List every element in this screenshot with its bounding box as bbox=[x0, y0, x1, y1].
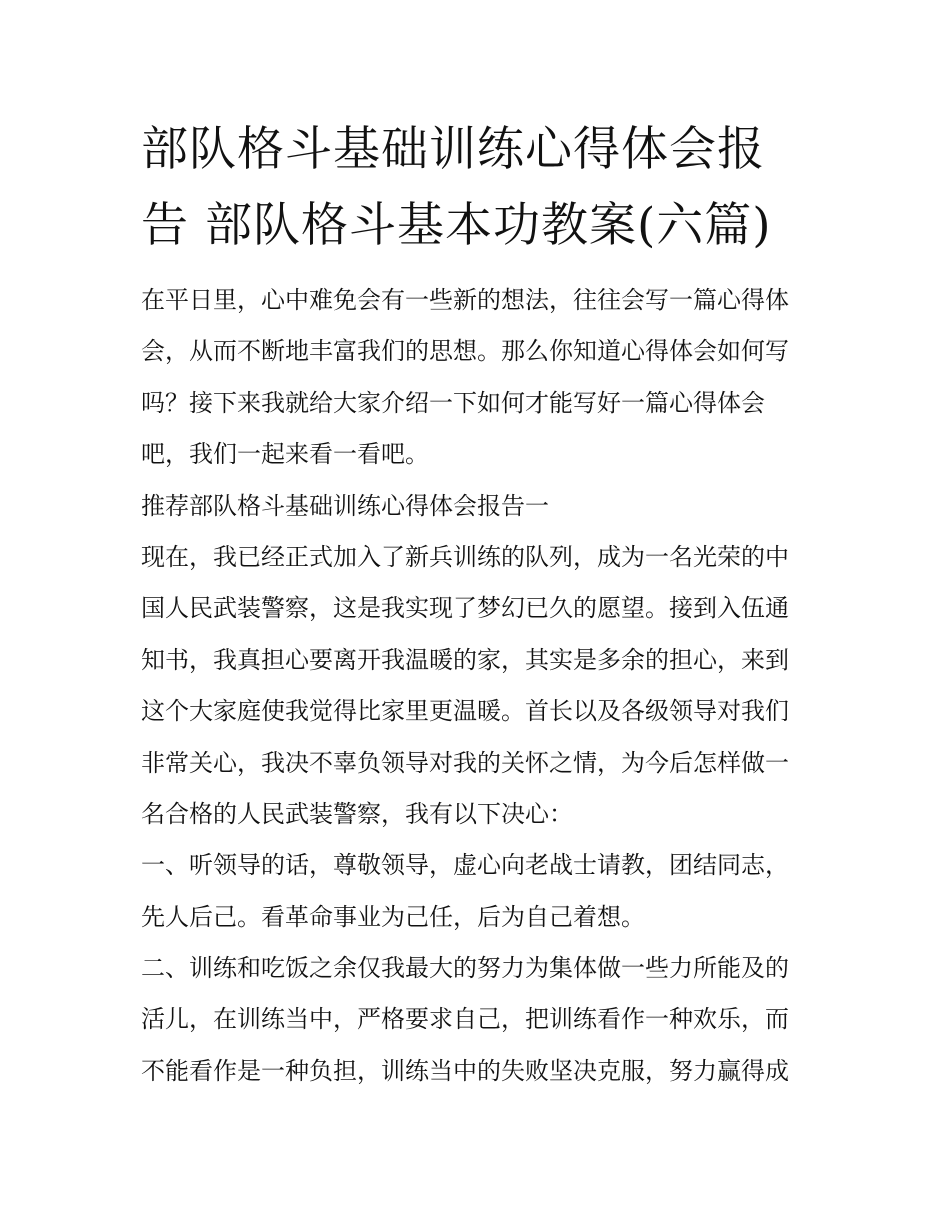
paragraph-line-1: 现在，我已经正式加入了新兵训练的队列，成为一名光荣的中 bbox=[141, 542, 789, 571]
resolution-2-line-2: 活儿，在训练当中，严格要求自己，把训练看作一种欢乐，而 bbox=[141, 1005, 789, 1034]
resolution-2-line-3: 不能看作是一种负担，训练当中的失败坚决克服，努力赢得成 bbox=[141, 1056, 789, 1085]
intro-line-2: 会，从而不断地丰富我们的思想。那么你知道心得体会如何写 bbox=[141, 337, 789, 366]
paragraph-line-3: 知书，我真担心要离开我温暖的家，其实是多余的担心，来到 bbox=[141, 645, 789, 674]
paragraph-line-2: 国人民武装警察，这是我实现了梦幻已久的愿望。接到入伍通 bbox=[141, 594, 789, 623]
resolution-1-line-2: 先人后己。看革命事业为己任，后为自己着想。 bbox=[141, 902, 645, 931]
paragraph-line-4: 这个大家庭使我觉得比家里更温暖。首长以及各级领导对我们 bbox=[141, 697, 789, 726]
document-page bbox=[141, 112, 821, 1097]
paragraph-line-5: 非常关心，我决不辜负领导对我的关怀之情，为今后怎样做一 bbox=[141, 748, 789, 777]
document-title bbox=[141, 112, 821, 264]
resolution-1-line-1: 一、听领导的话，尊敬领导，虚心向老战士请教，团结同志， bbox=[141, 851, 789, 880]
document-body bbox=[141, 275, 821, 1097]
section-heading: 推荐部队格斗基础训练心得体会报告一 bbox=[141, 491, 549, 520]
intro-line-4: 吧，我们一起来看一看吧。 bbox=[141, 440, 429, 469]
intro-line-3: 吗？接下来我就给大家介绍一下如何才能写好一篇心得体会 bbox=[141, 388, 765, 417]
paragraph-line-6: 名合格的人民武装警察，我有以下决心： bbox=[141, 799, 573, 828]
intro-line-1: 在平日里，心中难免会有一些新的想法，往往会写一篇心得体 bbox=[141, 286, 789, 314]
title-line-2: 告 部队格斗基本功教案(六篇) bbox=[141, 198, 772, 253]
resolution-2-line-1: 二、训练和吃饭之余仅我最大的努力为集体做一些力所能及的 bbox=[141, 954, 789, 983]
title-line-1: 部队格斗基础训练心得体会报 bbox=[141, 122, 765, 177]
